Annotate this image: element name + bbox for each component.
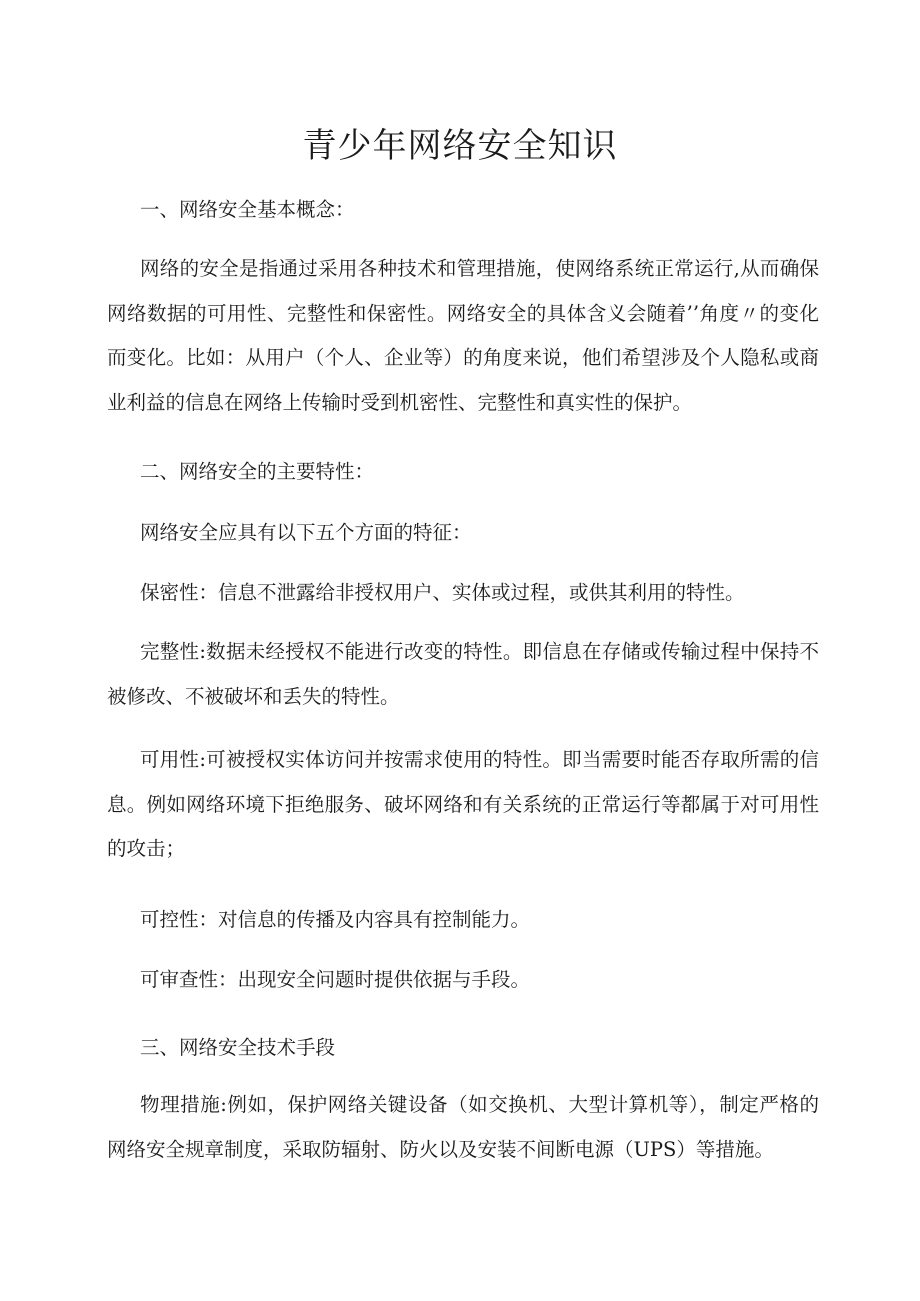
section-2-paragraph-1: 网络安全应具有以下五个方面的特征： [140,521,472,544]
section-2-paragraph-5: 可控性：对信息的传播及内容具有控制能力。 [140,908,531,931]
section-2-paragraph-4: 可用性:可被授权实体访问并按需求使用的特性。即当需要时能否存取所需的信息。例如网络环境下拒绝服务、破坏网络和有关系统的正常运行等都属于对可用性的攻击； [107,748,819,860]
section-2-paragraph-3: 完整性:数据未经授权不能进行改变的特性。即信息在存储或传输过程中保持不被修改、不被破坏和丢失的特性。 [107,640,819,708]
section-1-heading: 一、网络安全基本概念： [140,198,355,221]
section-3-paragraph-1: 物理措施:例如，保护网络关键设备（如交换机、大型计算机等），制定严格的网络安全规章制度，采取防辐射、防火以及安装不间断电源（UPS）等措施。 [107,1093,819,1161]
section-2-paragraph-2: 保密性：信息不泄露给非授权用户、实体或过程，或供其利用的特性。 [140,581,745,604]
section-2-paragraph-6: 可审查性：出现安全问题时提供依据与手段。 [140,968,531,991]
section-3-heading: 三、网络安全技术手段 [140,1036,336,1059]
section-1-paragraph-1: 网络的安全是指通过采用各种技术和管理措施，使网络系统正常运行,从而确保网络数据的可用性、完整性和保密性。网络安全的具体含义会随着’’角度〃的变化而变化。比如：从用户（个人、企业等）的角度来说，他们希望涉及个人隐私或商业利益的信息在网络上传输时受到机密性、完整性和真实性的保护。 [107,257,819,414]
document-title: 青少年网络安全知识 [302,126,618,166]
section-2-heading: 二、网络安全的主要特性： [140,460,375,483]
